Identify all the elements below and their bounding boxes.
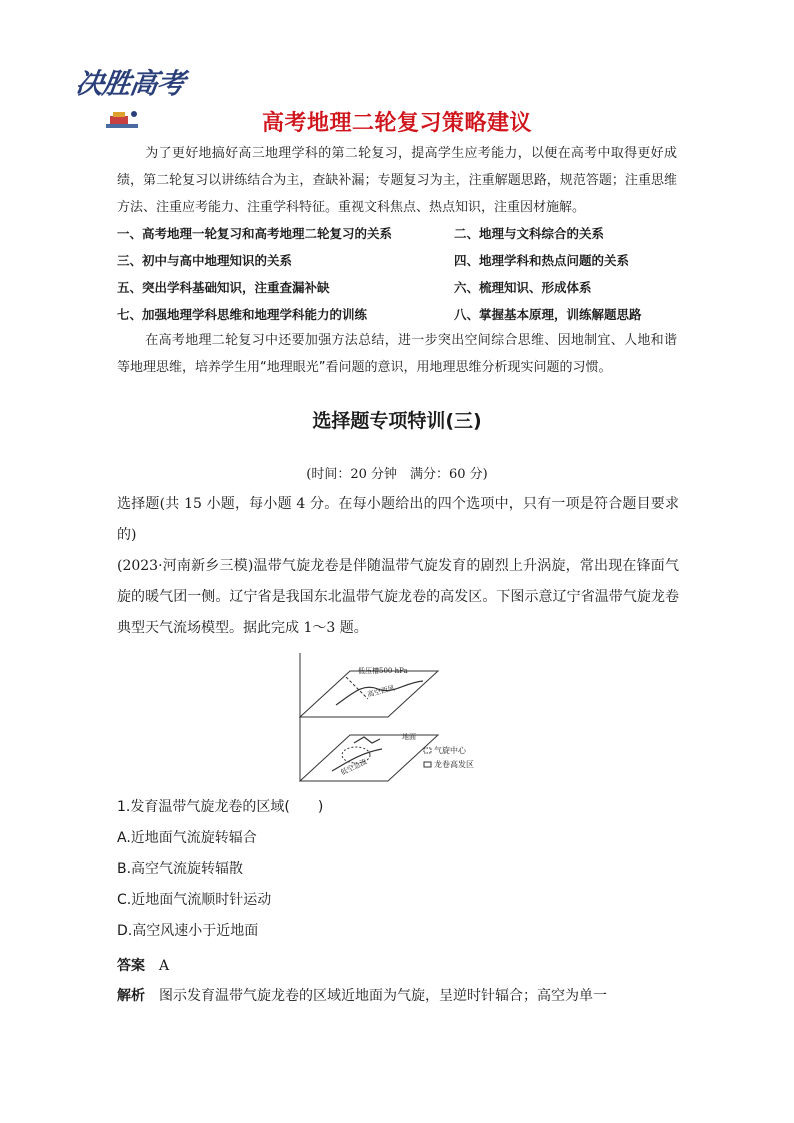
strategy-list (117, 220, 687, 328)
option-b: B.高空气流旋转辐散 (117, 861, 244, 877)
closing-paragraph: 在高考地理二轮复习中还要加强方法总结，进一步突出空间综合思维、因地制宜、人地和谐等地理思维，培养学生用“地理眼光”看问题的意识，用地理思维分析现实问题的习惯。 (117, 333, 677, 375)
option-c: C.近地面气流顺时针运动 (117, 892, 272, 908)
legend-tornado-icon (424, 762, 431, 767)
upper-label: 低压槽500 hPa (358, 667, 408, 675)
legend-cyclone-icon (424, 748, 431, 753)
question-stem: 1.发育温带气旋龙卷的区域( ) (117, 799, 324, 815)
strategy-item: 一、高考地理一轮复习和高考地理二轮复习的关系 (117, 226, 393, 241)
ground-flow-label: 低空急流 (339, 757, 369, 777)
ground-plane (300, 735, 438, 781)
main-title: 高考地理二轮复习策略建议 (261, 111, 532, 136)
strategy-item: 三、初中与高中地理知识的关系 (117, 253, 293, 268)
answer-value: A (159, 958, 170, 974)
answer-label: 答案 (117, 958, 145, 974)
exam-meta: (时间：20 分钟 满分：60 分) (306, 467, 488, 482)
instructions: 选择题(共 15 小题，每小题 4 分。在每小题给出的四个选项中，只有一项是符合题目要求的) (117, 496, 679, 543)
strategy-item: 六、梳理知识、形成体系 (454, 280, 592, 295)
answer (117, 955, 169, 975)
strategy-item: 七、加强地理学科思维和地理学科能力的训练 (117, 307, 368, 322)
option-a: A.近地面气流旋转辐合 (117, 830, 257, 846)
section-title: 选择题专项特训(三) (312, 410, 482, 432)
weather-model-figure (298, 653, 503, 783)
strategy-item: 四、地理学科和热点问题的关系 (454, 253, 630, 268)
strategy-row (117, 274, 687, 301)
strategy-item: 八、掌握基本原理，训练解题思路 (454, 307, 642, 322)
strategy-row (117, 301, 687, 328)
option-d: D.高空风速小于近地面 (117, 923, 259, 939)
legend-item: 气旋中心 (434, 746, 466, 755)
legend-item: 龙卷高发区 (434, 760, 474, 769)
intro-paragraph: 为了更好地搞好高三地理学科的第二轮复习，提高学生应考能力，以便在高考中取得更好成绩，第二轮复习以讲练结合为主，查缺补漏；专题复习为主，注重解题思路，规范答题；注重思维方法、注重应考能力、注重学科特征。重视文科焦点、热点知识，注重因材施解。 (117, 146, 677, 215)
analysis-label: 解析 (117, 988, 145, 1004)
ground-label: 地面 (402, 733, 416, 741)
analysis-text: 图示发育温带气旋龙卷的区域近地面为气旋，呈逆时针辐合；高空为单一 (159, 988, 607, 1004)
strategy-item: 五、突出学科基础知识，注重查漏补缺 (117, 280, 330, 295)
upper-flow-label: 高空西风 (366, 683, 396, 699)
passage: (2023·河南新乡三模)温带气旋龙卷是伴随温带气旋发育的剧烈上升涡旋，常出现在锋面气旋的暖气团一侧。辽宁省是我国东北温带气旋龙卷的高发区。下图示意辽宁省温带气旋龙卷典型天气流场模型。据此完成 1～3 题。 (117, 558, 679, 636)
strategy-row (117, 247, 687, 274)
figure-drawing (298, 653, 503, 783)
strategy-item: 二、地理与文科综合的关系 (454, 226, 605, 241)
analysis (117, 985, 679, 1007)
strategy-row (117, 220, 687, 247)
logo-text: 决胜高考 (73, 67, 187, 100)
